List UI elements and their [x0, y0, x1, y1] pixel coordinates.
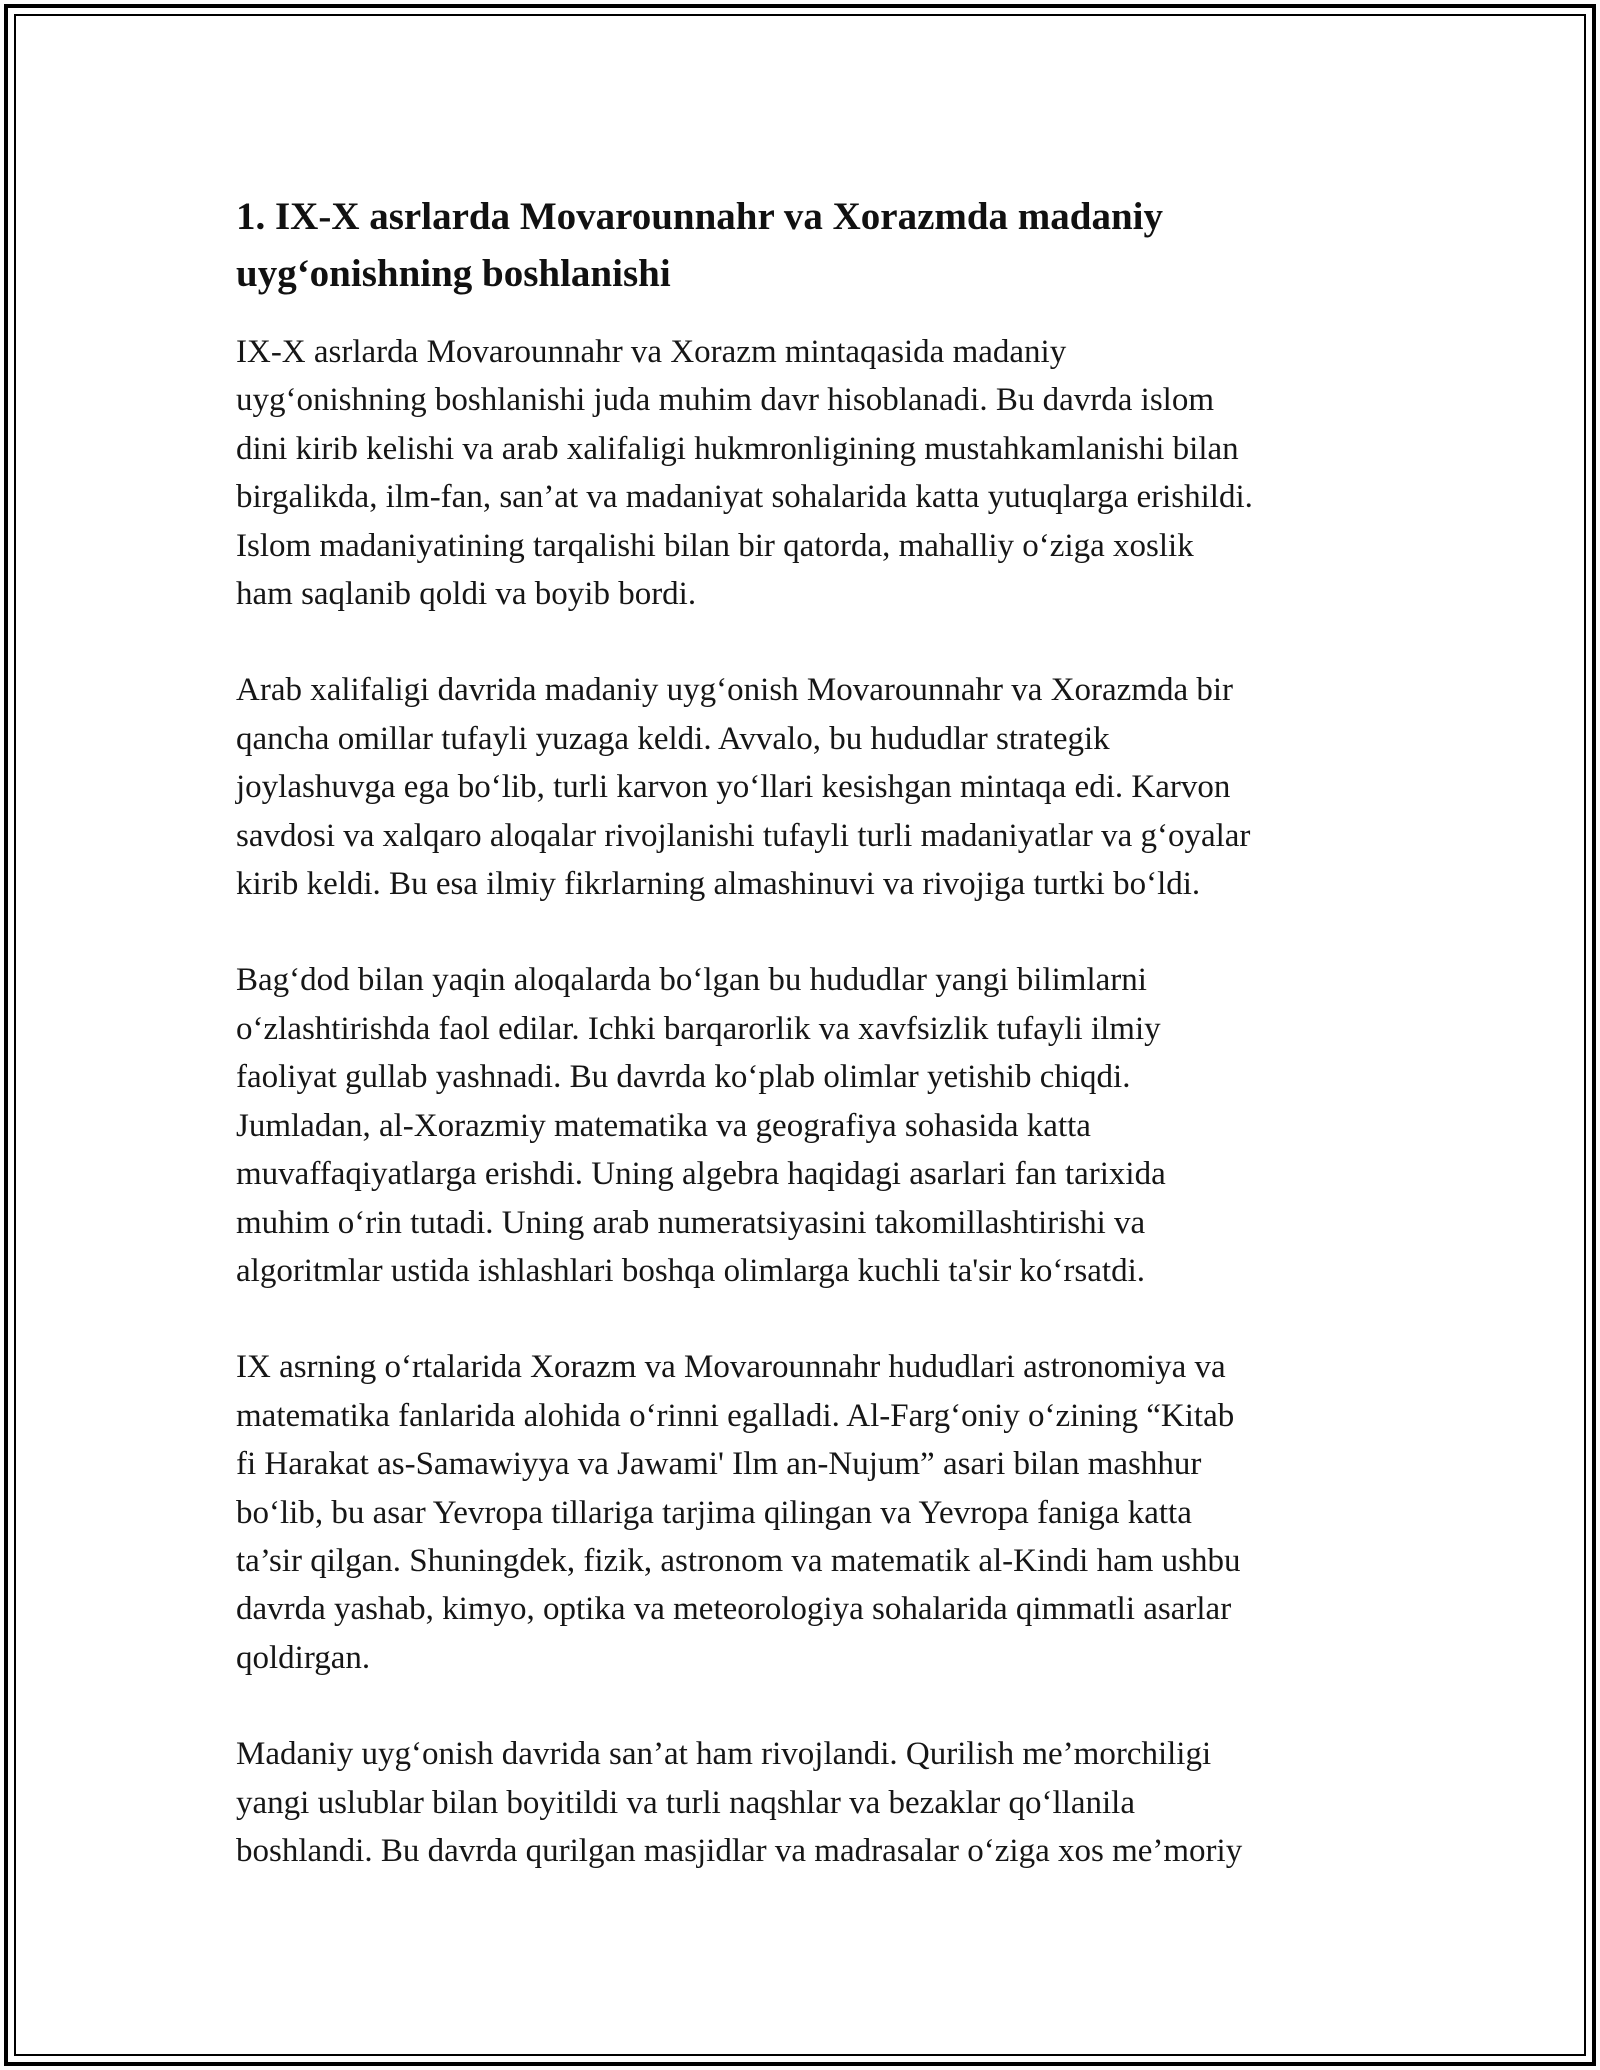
text-line: ham saqlanib qoldi va boyib bordi. [236, 576, 697, 613]
paragraph [236, 328, 1396, 618]
text-line: Islom madaniyatining tarqalishi bilan bir qatorda, mahalliy o‘ziga xoslik [236, 527, 1194, 564]
text-line: dini kirib kelishi va arab xalifaligi hukmronligining mustahkamlanishi bilan [236, 430, 1239, 467]
paragraph [236, 956, 1396, 1295]
paragraph [236, 1730, 1396, 1875]
text-line: qancha omillar tufayli yuzaga keldi. Avvalo, bu hududlar strategik [236, 720, 1110, 757]
text-line: Bag‘dod bilan yaqin aloqalarda bo‘lgan bu hududlar yangi bilimlarni [236, 962, 1147, 999]
text-line: davrda yashab, kimyo, optika va meteorologiya sohalarida qimmatli asarlar [236, 1591, 1232, 1628]
text-line: Jumladan, al-Xorazmiy matematika va geografiya sohasida katta [236, 1107, 1091, 1144]
text-line: IX asrning o‘rtalarida Xorazm va Movarounnahr hududlari astronomiya va [236, 1349, 1226, 1386]
text-line: qoldirgan. [236, 1639, 371, 1676]
paragraph [236, 666, 1396, 908]
text-line: bo‘lib, bu asar Yevropa tillariga tarjima qilingan va Yevropa faniga katta [236, 1494, 1192, 1531]
text-line: Madaniy uyg‘onish davrida san’at ham rivojlandi. Qurilish me’morchiligi [236, 1736, 1212, 1773]
text-line: joylashuvga ega bo‘lib, turli karvon yo‘llari kesishgan mintaqa edi. Karvon [236, 769, 1231, 806]
text-line: Arab xalifaligi davrida madaniy uyg‘onish Movarounnahr va Xorazmda bir [236, 672, 1234, 709]
text-line: muhim o‘rin tutadi. Uning arab numeratsiyasini takomillashtirishi va [236, 1204, 1146, 1241]
text-line: fi Harakat as-Samawiyya va Jawami' Ilm an-Nujum” asari bilan mashhur [236, 1446, 1202, 1483]
text-line: matematika fanlarida alohida o‘rinni egalladi. Al-Farg‘oniy o‘zining “Kitab [236, 1397, 1235, 1434]
text-line: faoliyat gullab yashnadi. Bu davrda ko‘plab olimlar yetishib chiqdi. [236, 1059, 1131, 1096]
paragraph [236, 1343, 1396, 1682]
text-line: birgalikda, ilm-fan, san’at va madaniyat sohalarida katta yutuqlarga erishildi. [236, 479, 1253, 516]
section-heading [236, 188, 1396, 302]
text-line: IX-X asrlarda Movarounnahr va Xorazm mintaqasida madaniy [236, 334, 1067, 370]
text-line: boshlandi. Bu davrda qurilgan masjidlar va madrasalar o‘ziga xos me’moriy [236, 1832, 1243, 1869]
text-line: ta’sir qilgan. Shuningdek, fizik, astronom va matematik al-Kindi ham ushbu [236, 1542, 1241, 1579]
text-line: o‘zlashtirishda faol edilar. Ichki barqarorlik va xavfsizlik tufayli ilmiy [236, 1010, 1161, 1047]
heading-line: uyg‘onishning boshlanishi [236, 252, 671, 295]
text-line: yangi uslublar bilan boyitildi va turli naqshlar va bezaklar qo‘llanila [236, 1784, 1135, 1821]
text-line: savdosi va xalqaro aloqalar rivojlanishi tufayli turli madaniyatlar va g‘oyalar [236, 817, 1251, 854]
document-body [236, 188, 1396, 1923]
text-line: algoritmlar ustida ishlashlari boshqa olimlarga kuchli ta'sir ko‘rsatdi. [236, 1252, 1145, 1289]
text-line: kirib keldi. Bu esa ilmiy fikrlarning almashinuvi va rivojiga turtki bo‘ldi. [236, 866, 1201, 903]
text-line: uyg‘onishning boshlanishi juda muhim davr hisoblanadi. Bu davrda islom [236, 382, 1214, 419]
text-line: muvaffaqiyatlarga erishdi. Uning algebra haqidagi asarlari fan tarixida [236, 1156, 1166, 1193]
heading-line: 1. IX-X asrlarda Movarounnahr va Xorazmda madaniy [236, 195, 1164, 238]
